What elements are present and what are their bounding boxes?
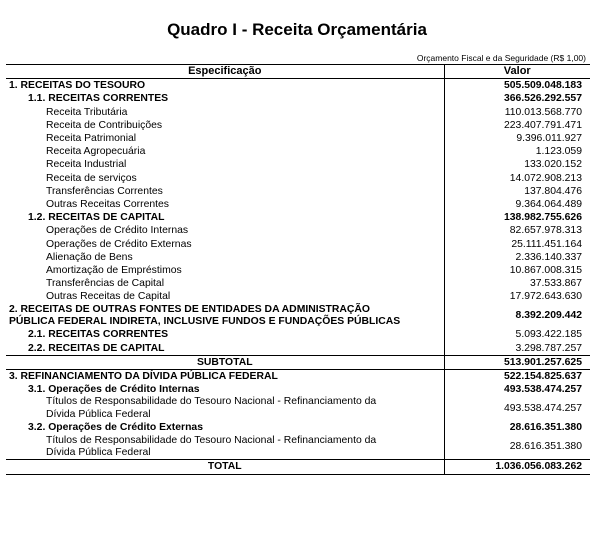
- table-row: [6, 304, 590, 329]
- subtotal-row: [6, 355, 590, 369]
- table-row: [6, 264, 590, 277]
- table-row: [6, 185, 590, 198]
- row-value: 5.093.422.185: [515, 329, 582, 341]
- row-label: Receita Tributária: [6, 106, 444, 119]
- row-value: 2.336.140.337: [515, 251, 582, 263]
- row-value: 133.020.152: [524, 159, 582, 171]
- table-row: [6, 211, 590, 224]
- row-label: Amortização de Empréstimos: [6, 264, 444, 277]
- row-label: Outras Receitas Correntes: [6, 198, 444, 211]
- row-value: 9.396.011.927: [516, 133, 582, 145]
- row-label: 1.2. RECEITAS DE CAPITAL: [6, 211, 444, 224]
- row-value: 522.154.825.637: [444, 370, 590, 384]
- row-value: 14.072.908.213: [509, 172, 582, 184]
- row-label: Receita de Contribuições: [6, 119, 444, 132]
- table-row: [6, 251, 590, 264]
- row-label: Receita Patrimonial: [6, 132, 444, 145]
- table-row: [6, 145, 590, 158]
- row-value: 82.657.978.313: [509, 225, 582, 237]
- row-value: 513.901.257.625: [444, 355, 590, 369]
- table-row: [6, 132, 590, 145]
- row-label: Transferências de Capital: [6, 277, 444, 290]
- row-label-line: Dívida Pública Federal: [46, 446, 151, 458]
- table-row: [6, 383, 590, 396]
- row-label: 3. REFINANCIAMENTO DA DÍVIDA PÚBLICA FEDERAL: [6, 370, 444, 384]
- table-row: [6, 224, 590, 237]
- row-label: 2.1. RECEITAS CORRENTES: [6, 328, 444, 341]
- row-value: 505.509.048.183: [503, 80, 582, 92]
- row-value: 28.616.351.380: [509, 441, 582, 453]
- table-subtitle: Orçamento Fiscal e da Seguridade (R$ 1,00): [416, 53, 586, 63]
- table-row: [6, 172, 590, 185]
- table-row: [6, 119, 590, 132]
- row-label: [6, 435, 444, 460]
- total-row: [6, 460, 590, 474]
- row-label: [6, 396, 444, 421]
- row-value: 223.407.791.471: [503, 119, 582, 131]
- table-header-row: [6, 65, 590, 79]
- row-label: Receita Agropecuária: [6, 145, 444, 158]
- column-header-spec: Especificação: [6, 65, 444, 79]
- row-label: Transferências Correntes: [6, 185, 444, 198]
- table-row: [6, 290, 590, 303]
- row-value: 366.526.292.557: [503, 93, 582, 105]
- row-label: Receita de serviços: [6, 172, 444, 185]
- table-row: [6, 421, 590, 434]
- table-row: [6, 106, 590, 119]
- row-value: 17.972.643.630: [509, 291, 582, 303]
- row-value: 8.392.209.442: [515, 310, 582, 322]
- table-row: [6, 238, 590, 251]
- row-value: 28.616.351.380: [509, 422, 582, 434]
- table-row: [6, 342, 590, 356]
- row-label: SUBTOTAL: [6, 355, 444, 369]
- row-value: 1.036.056.083.262: [444, 460, 590, 474]
- row-label-line: PÚBLICA FEDERAL INDIRETA, INCLUSIVE FUNDOS E FUNDAÇÕES PÚBLICAS: [9, 316, 401, 328]
- row-label: Alienação de Bens: [6, 251, 444, 264]
- row-label: 3.2. Operações de Crédito Externas: [6, 421, 444, 434]
- row-label-line: Dívida Pública Federal: [46, 408, 151, 420]
- row-value: 10.867.008.315: [509, 265, 582, 277]
- row-value: 493.538.474.257: [503, 403, 582, 415]
- row-label: Operações de Crédito Externas: [6, 238, 444, 251]
- row-value: 137.804.476: [524, 185, 582, 197]
- row-value: 138.982.755.626: [503, 212, 582, 224]
- row-label-line: 2. RECEITAS DE OUTRAS FONTES DE ENTIDADES DA ADMINISTRAÇÃO: [9, 303, 370, 315]
- budget-revenue-table: [6, 64, 590, 475]
- row-label: 2.2. RECEITAS DE CAPITAL: [6, 342, 444, 356]
- table-row: [6, 435, 590, 460]
- table-row: [6, 198, 590, 211]
- row-label: 3.1. Operações de Crédito Internas: [6, 383, 444, 396]
- row-label-line: Títulos de Responsabilidade do Tesouro Nacional - Refinanciamento da: [46, 396, 377, 408]
- row-value: 25.111.451.164: [511, 238, 582, 250]
- table-row: [6, 92, 590, 105]
- row-label: Operações de Crédito Internas: [6, 224, 444, 237]
- table-row: [6, 328, 590, 341]
- row-label: Outras Receitas de Capital: [6, 290, 444, 303]
- table-row: [6, 79, 590, 93]
- table-row: [6, 158, 590, 171]
- row-label: [6, 304, 444, 329]
- row-label: Receita Industrial: [6, 158, 444, 171]
- row-value: 9.364.064.489: [515, 199, 582, 211]
- page-title: Quadro I - Receita Orçamentária: [167, 20, 427, 39]
- row-value: 110.013.568.770: [504, 106, 582, 118]
- row-value: 1.123.059: [535, 146, 582, 158]
- row-label-line: Títulos de Responsabilidade do Tesouro Nacional - Refinanciamento da: [46, 434, 377, 446]
- row-label: 1. RECEITAS DO TESOURO: [6, 79, 444, 93]
- row-value: 3.298.787.257: [515, 342, 582, 354]
- table-row: [6, 370, 590, 384]
- column-header-value: Valor: [444, 65, 590, 79]
- table-row: [6, 277, 590, 290]
- row-value: 493.538.474.257: [503, 384, 582, 396]
- row-label: 1.1. RECEITAS CORRENTES: [6, 92, 444, 105]
- row-label: TOTAL: [6, 460, 444, 474]
- table-row: [6, 396, 590, 421]
- row-value: 37.533.867: [529, 278, 582, 290]
